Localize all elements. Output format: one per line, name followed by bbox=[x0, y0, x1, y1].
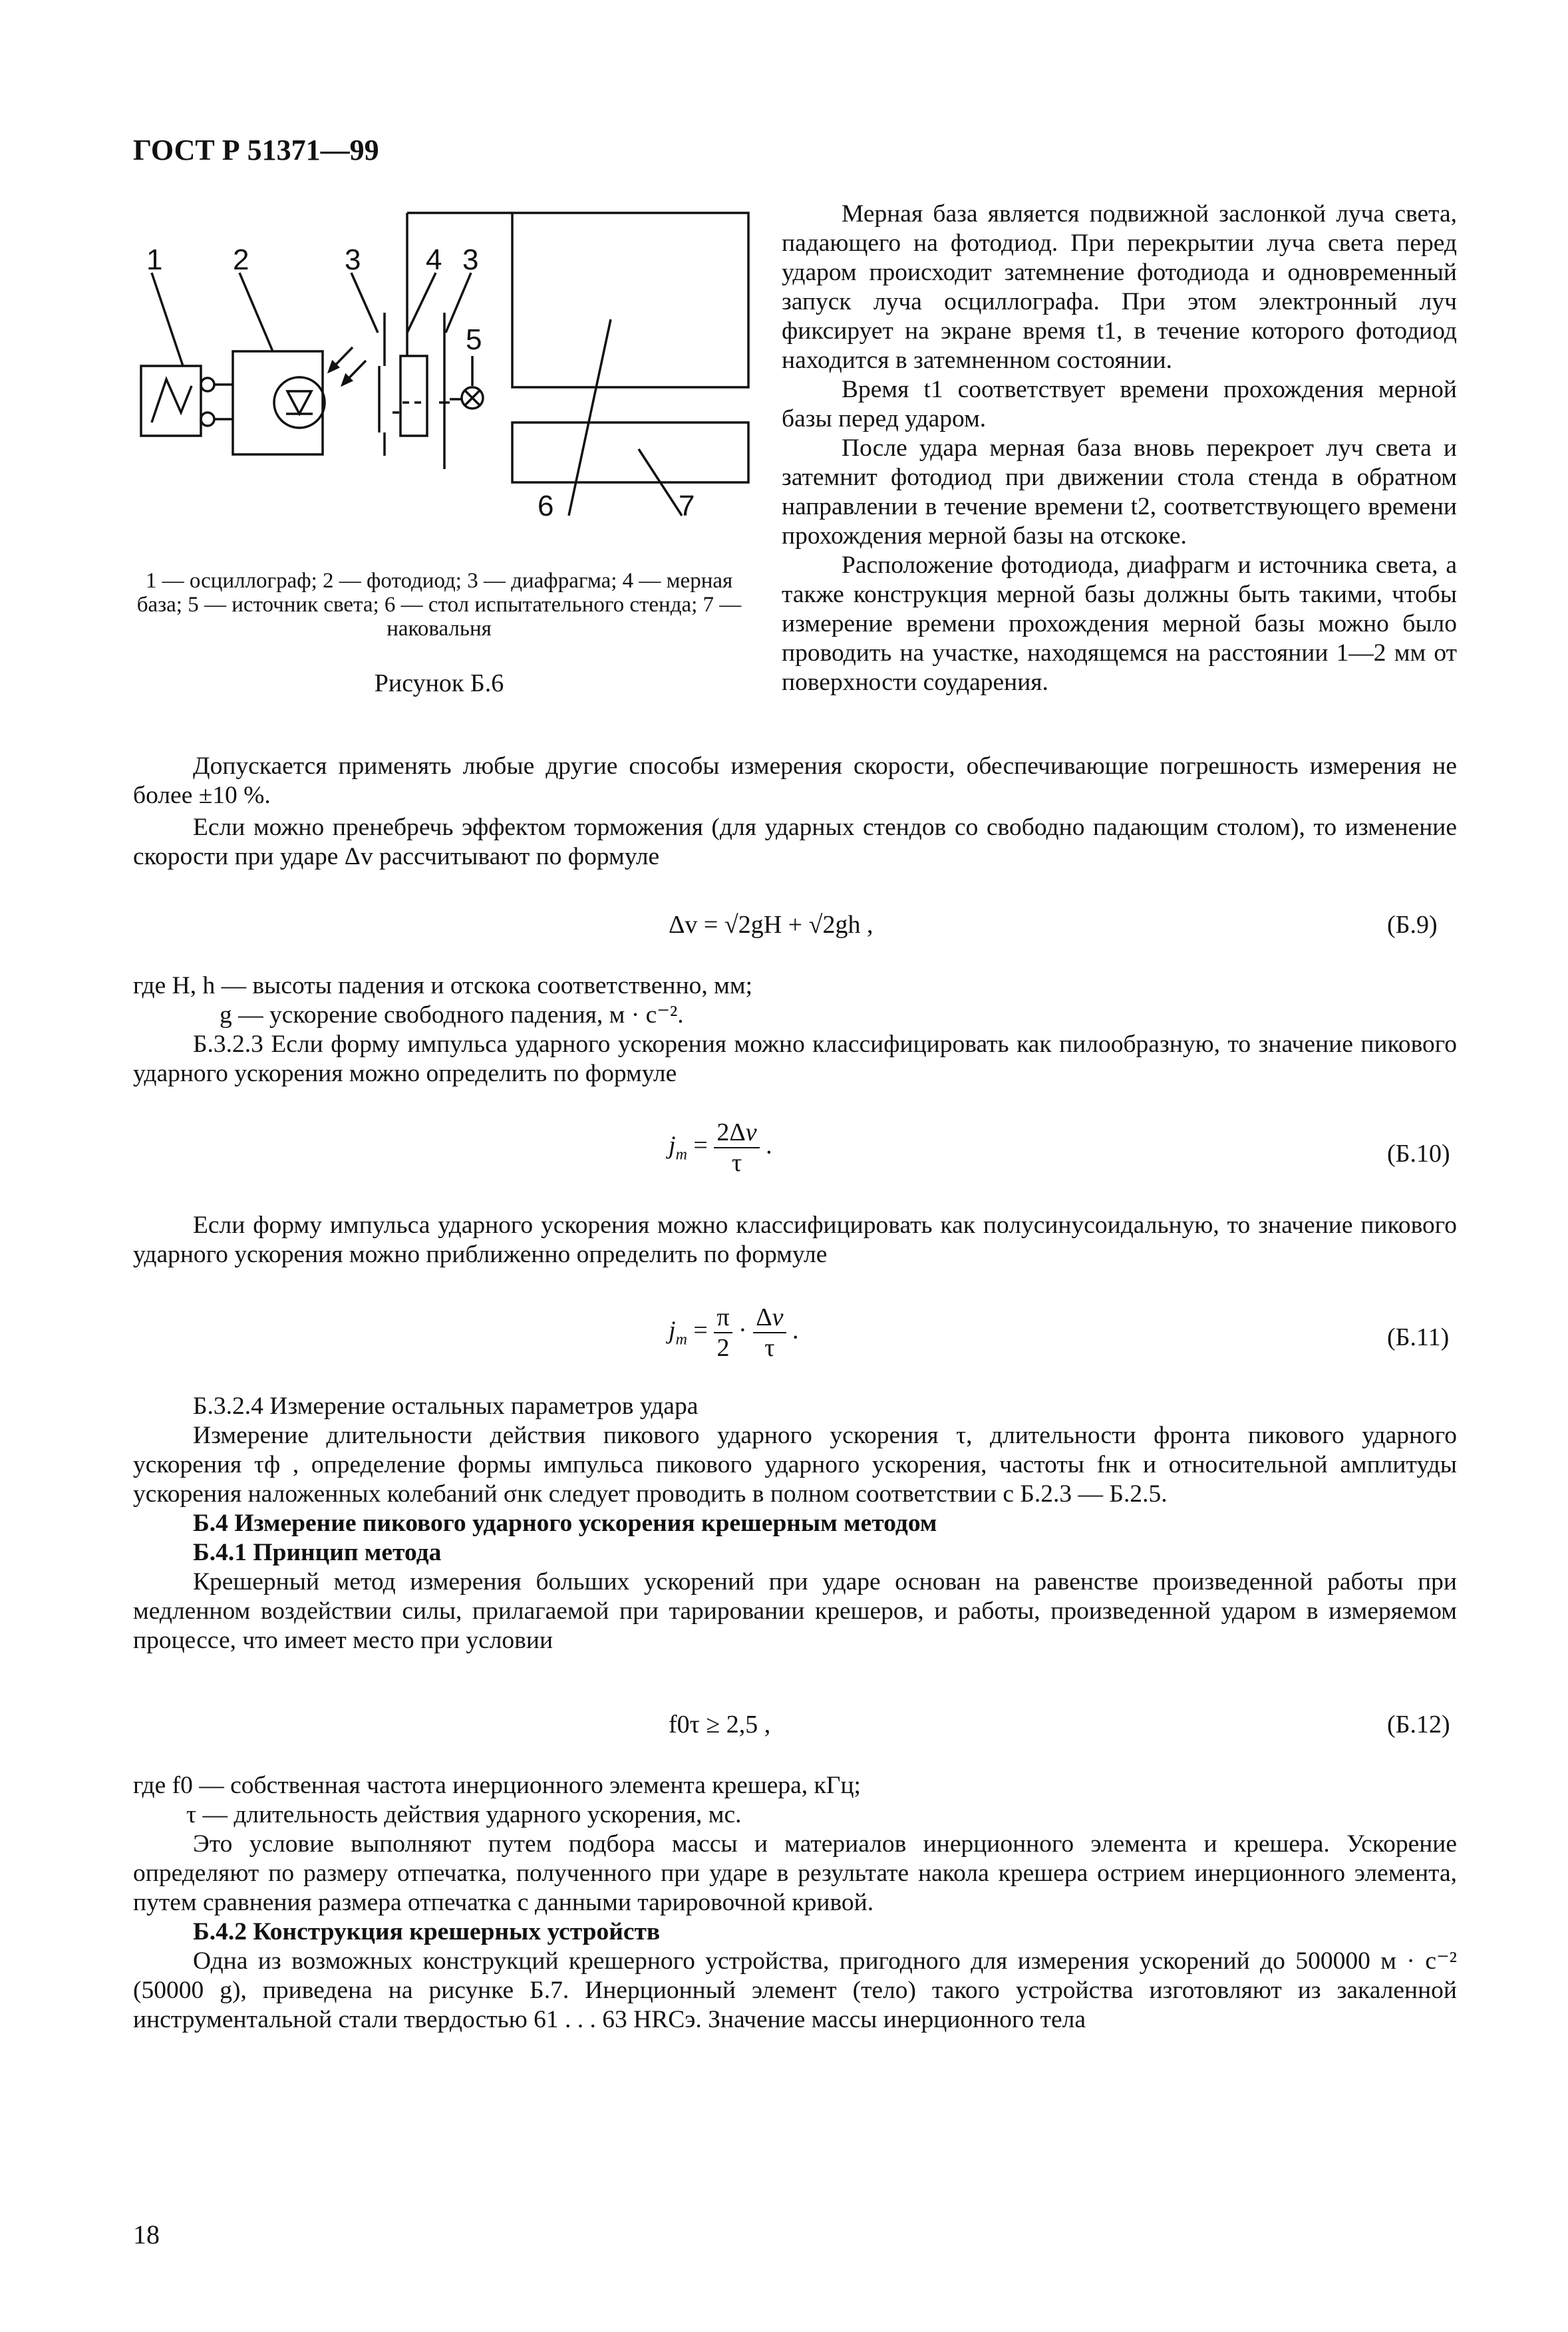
formula-b11: $j_m$ = $\frac{\pi}{2}$ · $\frac{\Delta v}{\tau}$ . bbox=[669, 1303, 799, 1362]
figure-b6-diagram bbox=[133, 200, 758, 532]
paragraph: Крешерный метод измерения больших ускорений при ударе основан на равенстве произведенной работы при медленном воздействии силы, прилагаемой при тарировании крешеров, и работы, произведенной ударом в измеряемом процессе, что имеет место при условии bbox=[133, 1568, 1457, 1654]
anvil bbox=[512, 422, 748, 482]
paragraph: После удара мерная база вновь перекроет луч света и затемнит фотодиод при движении стола стенда в обратном направлении в течение времени t2, соответствующего времени прохождения мерной базы на отскоке. bbox=[782, 434, 1457, 550]
paragraph: Расположение фотодиода, диафрагм и источника света, а также конструкция мерной базы должны быть такими, чтобы измерение времени прохождения мерной базы можно было проводить на участке, находящемся на расстоянии 1—2 мм от поверхности соударения. bbox=[782, 552, 1457, 696]
label-7: 7 bbox=[679, 490, 695, 522]
label-3a: 3 bbox=[345, 244, 361, 276]
oscilloscope-box bbox=[141, 366, 201, 436]
label-4: 4 bbox=[426, 244, 442, 276]
section-heading: Б.4 Измерение пикового ударного ускорения крешерным методом bbox=[193, 1510, 937, 1537]
formula-b12: f0τ ≥ 2,5 , bbox=[669, 1711, 771, 1739]
paragraph: Если можно пренебречь эффектом торможения (для ударных стендов со свободно падающим столом), то изменение скорости при ударе Δv рассчитывают по формуле bbox=[133, 814, 1457, 870]
paragraph: Мерная база является подвижной заслонкой луча света, падающего на фотодиод. При перекрытии луча света перед ударом происходит затемнение фотодиода и одновременный запуск луча осциллографа. При этом электронный луч фиксирует на экране время t1, в течение которого фотодиод находится в затемненном состоянии. bbox=[782, 200, 1457, 374]
formula-number: (Б.11) bbox=[1387, 1323, 1450, 1351]
label-5: 5 bbox=[466, 323, 482, 356]
right-column bbox=[782, 200, 1457, 697]
paragraph: Если форму импульса ударного ускорения можно классифицировать как полусинусоидальную, то значение пикового ударного ускорения можно приближенно определить по формуле bbox=[133, 1212, 1457, 1268]
section-heading: Б.4.2 Конструкция крешерных устройств bbox=[193, 1918, 661, 1945]
paragraph: Время t1 соответствует времени прохождения мерной базы перед ударом. bbox=[782, 376, 1457, 432]
figure-caption: 1 — осциллограф; 2 — фотодиод; 3 — диафрагма; 4 — мерная база; 5 — источник света; 6 — стол испытательного стенда; 7 — наковальня bbox=[136, 569, 742, 641]
figure-title: Рисунок Б.6 bbox=[374, 669, 504, 697]
section-heading: Б.3.2.4 Измерение остальных параметров удара bbox=[193, 1393, 699, 1420]
label-6: 6 bbox=[538, 490, 554, 522]
test-table bbox=[512, 213, 748, 387]
paragraph: Допускается применять любые другие способы измерения скорости, обеспечивающие погрешность измерения не более ±10 %. bbox=[133, 752, 1457, 809]
where-line: g — ускорение свободного падения, м · с⁻². bbox=[220, 1001, 684, 1029]
paragraph: Одна из возможных конструкций крешерного устройства, пригодного для измерения ускорений до 500000 м · с⁻² (50000 g), приведена на рисунке Б.7. Инерционный элемент (тело) такого устройства изготовляют из закаленной инструментальной стали твердостью 61 . . . 63 HRCэ. Значение массы инерционного тела bbox=[133, 1947, 1457, 2033]
paragraph: Б.3.2.3 Если форму импульса ударного ускорения можно классифицировать как пилообразную, то значение пикового ударного ускорения можно определить по формуле bbox=[133, 1031, 1457, 1087]
where-line: τ — длительность действия ударного ускорения, мс. bbox=[186, 1801, 742, 1828]
label-1: 1 bbox=[146, 244, 163, 276]
formula-number: (Б.12) bbox=[1387, 1711, 1450, 1739]
formula-number: (Б.10) bbox=[1387, 1140, 1450, 1168]
paragraph: Измерение длительности действия пикового ударного ускорения τ, длительности фронта пикового ударного ускорения τф , определение формы импульса пикового ударного ускорения, частоты fнк и относительной амплитуды ускорения наложенных колебаний σнк следует проводить в полном соответствии с Б.2.3 — Б.2.5. bbox=[133, 1422, 1457, 1508]
section-heading: Б.4.1 Принцип метода bbox=[193, 1539, 442, 1566]
label-2: 2 bbox=[233, 244, 249, 276]
formula-number: (Б.9) bbox=[1387, 911, 1438, 939]
photodiode-box bbox=[233, 351, 323, 454]
formula-b9: Δv = √2gH + √2gh , bbox=[669, 911, 873, 939]
page-number: 18 bbox=[133, 2220, 160, 2249]
document-header: ГОСТ Р 51371—99 bbox=[133, 134, 379, 166]
measuring-base bbox=[400, 356, 427, 436]
where-line: где H, h — высоты падения и отскока соответственно, мм; bbox=[133, 972, 753, 999]
where-line: где f0 — собственная частота инерционного элемента крешера, кГц; bbox=[133, 1772, 861, 1799]
formula-b10: $j_m$ = $\frac{2\Delta v}{\tau}$ . bbox=[669, 1118, 772, 1177]
label-3b: 3 bbox=[462, 244, 479, 276]
paragraph: Это условие выполняют путем подбора массы и материалов инерционного элемента и крешера. Ускорение определяют по размеру отпечатка, полученного при ударе в результате накола крешера острием инерционного элемента, путем сравнения размера отпечатка с данными тарировочной кривой. bbox=[133, 1830, 1457, 1916]
